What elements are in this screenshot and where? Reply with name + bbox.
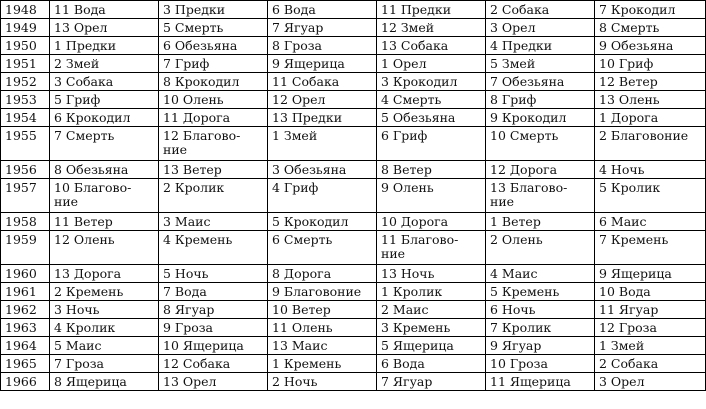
sign-label: 13 Орел	[54, 20, 108, 35]
sign-label: 2 Змей	[54, 56, 100, 71]
table-row	[1, 213, 706, 231]
sign-cell	[595, 319, 706, 337]
sign-cell	[268, 127, 377, 161]
sign-label: 11 Вода	[54, 2, 106, 17]
sign-cell	[595, 283, 706, 301]
sign-label: 9 Ящерица	[272, 56, 345, 71]
sign-label: 6 Крокодил	[54, 110, 131, 125]
sign-cell	[486, 127, 595, 161]
sign-label: 5 Змей	[490, 56, 536, 71]
year-label: 1965	[5, 356, 37, 371]
sign-cell	[50, 265, 159, 283]
sign-label: 10 Олень	[163, 92, 224, 107]
year-label: 1951	[5, 56, 37, 71]
sign-label: 10 Дорога	[381, 214, 449, 229]
sign-cell	[50, 37, 159, 55]
sign-cell	[50, 109, 159, 127]
sign-label: 12 Гроза	[599, 320, 657, 335]
sign-label: 8 Дорога	[272, 266, 332, 281]
sign-label: 12 Орел	[272, 92, 326, 107]
year-cell	[1, 337, 50, 355]
sign-cell	[377, 319, 486, 337]
year-cell	[1, 161, 50, 179]
year-cell	[1, 55, 50, 73]
year-label: 1957	[5, 180, 37, 195]
sign-cell	[377, 161, 486, 179]
table-row	[1, 161, 706, 179]
sign-cell	[159, 37, 268, 55]
sign-cell	[50, 161, 159, 179]
sign-label: 10 Ветер	[272, 302, 331, 317]
sign-cell	[595, 213, 706, 231]
sign-cell	[486, 319, 595, 337]
sign-label: 8 Гроза	[272, 38, 322, 53]
sign-cell	[377, 337, 486, 355]
year-cell	[1, 265, 50, 283]
sign-label: 3 Обезьяна	[272, 162, 347, 177]
table-row	[1, 373, 706, 391]
sign-cell	[268, 37, 377, 55]
sign-label: 10 Гриф	[599, 56, 654, 71]
sign-cell	[377, 231, 486, 265]
sign-cell	[486, 37, 595, 55]
sign-label: 7 Вода	[163, 284, 207, 299]
year-cell	[1, 373, 50, 391]
sign-label: 1 Кремень	[272, 356, 342, 371]
sign-cell	[268, 355, 377, 373]
sign-cell	[159, 283, 268, 301]
sign-label: 8 Смерть	[599, 20, 660, 35]
sign-label: 5 Ночь	[163, 266, 209, 281]
year-cell	[1, 355, 50, 373]
sign-label: 7 Гроза	[54, 356, 104, 371]
sign-label: 7 Гриф	[163, 56, 210, 71]
year-cell	[1, 231, 50, 265]
sign-cell	[486, 265, 595, 283]
sign-cell	[50, 91, 159, 109]
sign-label: 7 Кролик	[490, 320, 552, 335]
sign-cell	[268, 1, 377, 19]
sign-label: 6 Вода	[381, 356, 425, 371]
sign-label: 1 Орел	[381, 56, 427, 71]
sign-cell	[268, 91, 377, 109]
sign-cell	[486, 373, 595, 391]
table-row	[1, 319, 706, 337]
sign-cell	[268, 319, 377, 337]
sign-label: 2 Кролик	[163, 180, 225, 195]
sign-label: 6 Гриф	[381, 128, 428, 143]
sign-label: 1 Кролик	[381, 284, 443, 299]
sign-label: 3 Крокодил	[381, 74, 458, 89]
sign-label: 13 Олень	[599, 92, 660, 107]
sign-cell	[595, 337, 706, 355]
sign-cell	[377, 55, 486, 73]
sign-cell	[268, 213, 377, 231]
sign-cell	[595, 91, 706, 109]
year-label: 1959	[5, 232, 37, 247]
sign-label: 5 Смерть	[163, 20, 224, 35]
table-row	[1, 179, 706, 213]
sign-cell	[486, 73, 595, 91]
sign-cell	[50, 1, 159, 19]
table-row	[1, 337, 706, 355]
year-cell	[1, 283, 50, 301]
sign-label: 9 Обезьяна	[599, 38, 674, 53]
sign-cell	[159, 319, 268, 337]
year-cell	[1, 127, 50, 161]
table-row	[1, 127, 706, 161]
sign-cell	[377, 19, 486, 37]
sign-cell	[159, 337, 268, 355]
sign-cell	[595, 19, 706, 37]
sign-cell	[377, 91, 486, 109]
sign-cell	[159, 55, 268, 73]
sign-label: 5 Кремень	[490, 284, 560, 299]
sign-label: 10 Вода	[599, 284, 651, 299]
table-row	[1, 91, 706, 109]
sign-cell	[377, 213, 486, 231]
sign-label: 13 Маис	[272, 338, 328, 353]
table-row	[1, 37, 706, 55]
sign-label: 10 Ящерица	[163, 338, 244, 353]
sign-cell	[50, 231, 159, 265]
sign-cell	[50, 213, 159, 231]
sign-label: 2 Собака	[490, 2, 550, 17]
sign-label: 8 Ветер	[381, 162, 432, 177]
year-cell	[1, 73, 50, 91]
sign-cell	[50, 127, 159, 161]
sign-cell	[268, 161, 377, 179]
sign-cell	[377, 1, 486, 19]
sign-cell	[595, 37, 706, 55]
sign-label: 2 Благовоние	[599, 128, 689, 143]
sign-label: 3 Ночь	[54, 302, 100, 317]
year-cell	[1, 213, 50, 231]
sign-label: 5 Кролик	[599, 180, 661, 195]
sign-label: 2 Олень	[490, 232, 543, 247]
table-row	[1, 73, 706, 91]
sign-cell	[595, 55, 706, 73]
sign-cell	[595, 73, 706, 91]
sign-label: 13 Дорога	[54, 266, 122, 281]
sign-cell	[486, 1, 595, 19]
sign-cell	[377, 127, 486, 161]
sign-label: 1 Ветер	[490, 214, 541, 229]
table-row	[1, 283, 706, 301]
year-cell	[1, 37, 50, 55]
sign-cell	[159, 1, 268, 19]
sign-cell	[50, 301, 159, 319]
sign-label: 9 Олень	[381, 180, 434, 195]
sign-label: 7 Ягуар	[381, 374, 433, 389]
sign-cell	[268, 337, 377, 355]
sign-label: 9 Ягуар	[490, 338, 542, 353]
sign-cell	[486, 283, 595, 301]
year-label: 1961	[5, 284, 37, 299]
sign-cell	[159, 73, 268, 91]
sign-cell	[595, 301, 706, 319]
year-cell	[1, 109, 50, 127]
sign-label: 1 Змей	[599, 338, 645, 353]
sign-label: 7 Обезьяна	[490, 74, 565, 89]
sign-label: 2 Маис	[381, 302, 429, 317]
sign-cell	[268, 109, 377, 127]
sign-cell	[486, 161, 595, 179]
sign-cell	[159, 161, 268, 179]
sign-label: 5 Ящерица	[381, 338, 454, 353]
sign-cell	[486, 355, 595, 373]
sign-cell	[159, 127, 268, 161]
sign-cell	[595, 1, 706, 19]
sign-label: 1 Предки	[54, 38, 117, 53]
sign-cell	[595, 265, 706, 283]
sign-cell	[595, 231, 706, 265]
sign-label: 10 Смерть	[490, 128, 559, 143]
sign-label: 4 Кролик	[54, 320, 116, 335]
table-body	[1, 1, 706, 391]
sign-label: 13 Предки	[272, 110, 343, 125]
year-label: 1953	[5, 92, 37, 107]
sign-label: 11 Ящерица	[490, 374, 571, 389]
sign-label: 12 Благово- ние	[163, 128, 241, 157]
sign-cell	[268, 231, 377, 265]
sign-cell	[268, 283, 377, 301]
sign-label: 5 Крокодил	[272, 214, 349, 229]
sign-cell	[159, 179, 268, 213]
sign-cell	[486, 19, 595, 37]
sign-cell	[50, 179, 159, 213]
sign-cell	[268, 73, 377, 91]
year-label: 1962	[5, 302, 37, 317]
sign-label: 3 Орел	[490, 20, 536, 35]
table-row	[1, 19, 706, 37]
year-cell	[1, 301, 50, 319]
sign-cell	[159, 213, 268, 231]
sign-cell	[486, 337, 595, 355]
sign-label: 11 Собака	[272, 74, 340, 89]
sign-cell	[377, 301, 486, 319]
sign-label: 2 Кремень	[54, 284, 124, 299]
sign-label: 11 Олень	[272, 320, 333, 335]
sign-cell	[50, 373, 159, 391]
sign-cell	[595, 373, 706, 391]
sign-label: 11 Ягуар	[599, 302, 659, 317]
sign-label: 4 Маис	[490, 266, 538, 281]
sign-label: 4 Гриф	[272, 180, 319, 195]
year-label: 1963	[5, 320, 37, 335]
sign-cell	[377, 373, 486, 391]
sign-label: 11 Дорога	[163, 110, 231, 125]
table-row	[1, 109, 706, 127]
sign-cell	[268, 265, 377, 283]
sign-label: 11 Предки	[381, 2, 452, 17]
sign-cell	[268, 301, 377, 319]
sign-label: 12 Ветер	[599, 74, 658, 89]
sign-label: 7 Кремень	[599, 232, 669, 247]
sign-label: 6 Маис	[599, 214, 647, 229]
sign-label: 3 Маис	[163, 214, 211, 229]
year-label: 1956	[5, 162, 37, 177]
sign-cell	[159, 355, 268, 373]
sign-label: 8 Гриф	[490, 92, 537, 107]
sign-label: 11 Благово- ние	[381, 232, 459, 261]
sign-cell	[595, 127, 706, 161]
sign-cell	[159, 265, 268, 283]
sign-label: 3 Кремень	[381, 320, 451, 335]
year-label: 1958	[5, 214, 37, 229]
sign-cell	[159, 373, 268, 391]
sign-label: 13 Ветер	[163, 162, 222, 177]
sign-label: 3 Предки	[163, 2, 226, 17]
table-row	[1, 55, 706, 73]
sign-label: 4 Ночь	[599, 162, 645, 177]
sign-cell	[377, 355, 486, 373]
table-row	[1, 231, 706, 265]
year-label: 1954	[5, 110, 37, 125]
sign-cell	[486, 91, 595, 109]
sign-label: 8 Обезьяна	[54, 162, 129, 177]
table-row	[1, 265, 706, 283]
year-label: 1949	[5, 20, 37, 35]
sign-cell	[50, 337, 159, 355]
year-cell	[1, 319, 50, 337]
year-cell	[1, 19, 50, 37]
sign-label: 4 Кремень	[163, 232, 233, 247]
sign-cell	[268, 55, 377, 73]
sign-cell	[159, 91, 268, 109]
sign-label: 12 Дорога	[490, 162, 558, 177]
sign-label: 7 Крокодил	[599, 2, 676, 17]
sign-cell	[268, 19, 377, 37]
sign-label: 10 Гроза	[490, 356, 548, 371]
sign-label: 1 Змей	[272, 128, 318, 143]
sign-cell	[159, 231, 268, 265]
sign-cell	[595, 179, 706, 213]
sign-cell	[50, 19, 159, 37]
sign-cell	[486, 213, 595, 231]
sign-label: 5 Обезьяна	[381, 110, 456, 125]
sign-cell	[50, 355, 159, 373]
year-label: 1960	[5, 266, 37, 281]
sign-label: 11 Ветер	[54, 214, 113, 229]
year-label: 1966	[5, 374, 37, 389]
sign-cell	[595, 355, 706, 373]
sign-label: 3 Орел	[599, 374, 645, 389]
sign-label: 6 Ночь	[490, 302, 536, 317]
sign-label: 13 Благово- ние	[490, 180, 568, 209]
sign-cell	[595, 109, 706, 127]
sign-label: 12 Змей	[381, 20, 435, 35]
sign-cell	[486, 179, 595, 213]
sign-cell	[268, 179, 377, 213]
sign-cell	[377, 37, 486, 55]
sign-cell	[486, 231, 595, 265]
sign-label: 6 Обезьяна	[163, 38, 238, 53]
sign-label: 5 Гриф	[54, 92, 101, 107]
sign-cell	[268, 373, 377, 391]
sign-cell	[159, 109, 268, 127]
sign-label: 12 Олень	[54, 232, 115, 247]
year-cell	[1, 1, 50, 19]
sign-cell	[50, 55, 159, 73]
year-cell	[1, 179, 50, 213]
sign-label: 9 Гроза	[163, 320, 213, 335]
sign-cell	[377, 109, 486, 127]
sign-label: 4 Смерть	[381, 92, 442, 107]
year-cell	[1, 91, 50, 109]
sign-cell	[377, 179, 486, 213]
year-label: 1955	[5, 128, 37, 143]
sign-cell	[50, 73, 159, 91]
sign-label: 10 Благово- ние	[54, 180, 132, 209]
sign-cell	[377, 265, 486, 283]
sign-label: 8 Ягуар	[163, 302, 215, 317]
sign-label: 13 Ночь	[381, 266, 435, 281]
sign-cell	[486, 109, 595, 127]
sign-cell	[486, 55, 595, 73]
sign-label: 6 Смерть	[272, 232, 333, 247]
sign-label: 6 Вода	[272, 2, 316, 17]
year-label: 1952	[5, 74, 37, 89]
table-row	[1, 355, 706, 373]
table-row	[1, 1, 706, 19]
sign-label: 2 Собака	[599, 356, 659, 371]
sign-label: 3 Собака	[54, 74, 114, 89]
year-label: 1948	[5, 2, 37, 17]
sign-label: 5 Маис	[54, 338, 102, 353]
sign-label: 2 Ночь	[272, 374, 318, 389]
sign-cell	[377, 73, 486, 91]
sign-cell	[50, 283, 159, 301]
table-row	[1, 301, 706, 319]
sign-label: 8 Крокодил	[163, 74, 240, 89]
sign-cell	[159, 301, 268, 319]
sign-label: 9 Ящерица	[599, 266, 672, 281]
year-label: 1950	[5, 38, 37, 53]
sign-cell	[50, 319, 159, 337]
sign-label: 7 Ягуар	[272, 20, 324, 35]
sign-label: 4 Предки	[490, 38, 553, 53]
sign-label: 12 Собака	[163, 356, 231, 371]
sign-cell	[159, 19, 268, 37]
sign-cell	[486, 301, 595, 319]
sign-label: 9 Крокодил	[490, 110, 567, 125]
sign-label: 8 Ящерица	[54, 374, 127, 389]
sign-label: 1 Дорога	[599, 110, 659, 125]
year-label: 1964	[5, 338, 37, 353]
sign-label: 13 Орел	[163, 374, 217, 389]
sign-label: 13 Собака	[381, 38, 449, 53]
sign-label: 7 Смерть	[54, 128, 115, 143]
sign-cell	[377, 283, 486, 301]
sign-label: 9 Благовоние	[272, 284, 362, 299]
sign-cell	[595, 161, 706, 179]
